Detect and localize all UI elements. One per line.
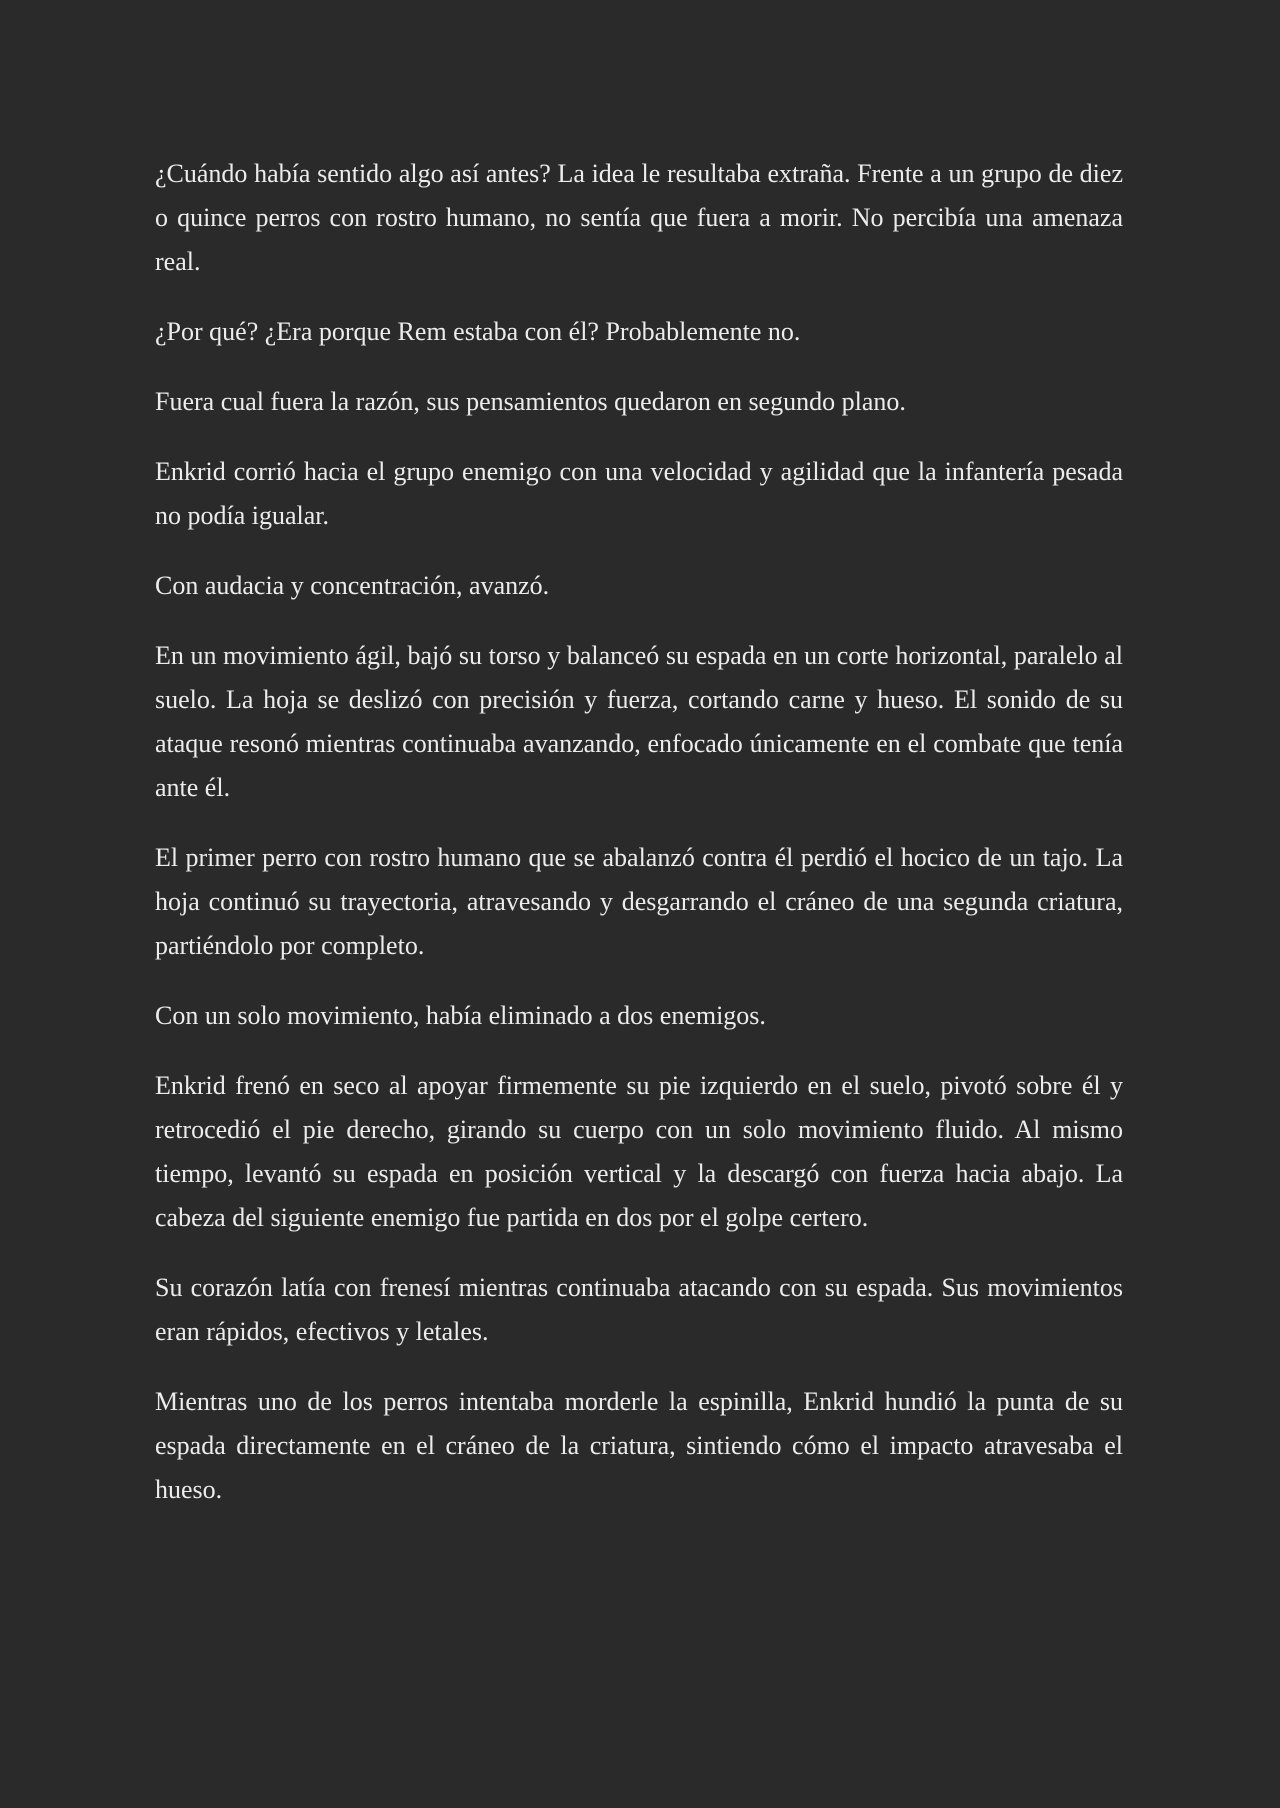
paragraph-1: ¿Cuándo había sentido algo así antes? La idea le resultaba extraña. Frente a un grupo de diez o quince perros con rostro humano, no sentía que fuera a morir. No percibía una amenaza real. [155,159,1123,276]
chapter-text [155,152,1123,1538]
paragraph-7: El primer perro con rostro humano que se abalanzó contra él perdió el hocico de un tajo. La hoja continuó su trayectoria, atravesando y desgarrando el cráneo de una segunda criatura, partiéndolo por completo. [155,843,1123,960]
paragraph-10: Su corazón latía con frenesí mientras continuaba atacando con su espada. Sus movimientos eran rápidos, efectivos y letales. [155,1273,1123,1346]
paragraph-11: Mientras uno de los perros intentaba morderle la espinilla, Enkrid hundió la punta de su espada directamente en el cráneo de la criatura, sintiendo cómo el impacto atravesaba el hueso. [155,1387,1123,1504]
paragraph-4: Enkrid corrió hacia el grupo enemigo con una velocidad y agilidad que la infantería pesada no podía igualar. [155,457,1123,530]
paragraph-6: En un movimiento ágil, bajó su torso y balanceó su espada en un corte horizontal, paralelo al suelo. La hoja se deslizó con precisión y fuerza, cortando carne y hueso. El sonido de su ataque resonó mientras continuaba avanzando, enfocado únicamente en el combate que tenía ante él. [155,641,1123,802]
paragraph-8: Con un solo movimiento, había eliminado a dos enemigos. [155,1001,766,1030]
paragraph-9: Enkrid frenó en seco al apoyar firmemente su pie izquierdo en el suelo, pivotó sobre él y retrocedió el pie derecho, girando su cuerpo con un solo movimiento fluido. Al mismo tiempo, levantó su espada en posición vertical y la descargó con fuerza hacia abajo. La cabeza del siguiente enemigo fue partida en dos por el golpe certero. [155,1071,1123,1232]
paragraph-5: Con audacia y concentración, avanzó. [155,571,550,600]
paragraph-3: Fuera cual fuera la razón, sus pensamientos quedaron en segundo plano. [155,387,906,416]
paragraph-2: ¿Por qué? ¿Era porque Rem estaba con él? Probablemente no. [155,317,801,346]
